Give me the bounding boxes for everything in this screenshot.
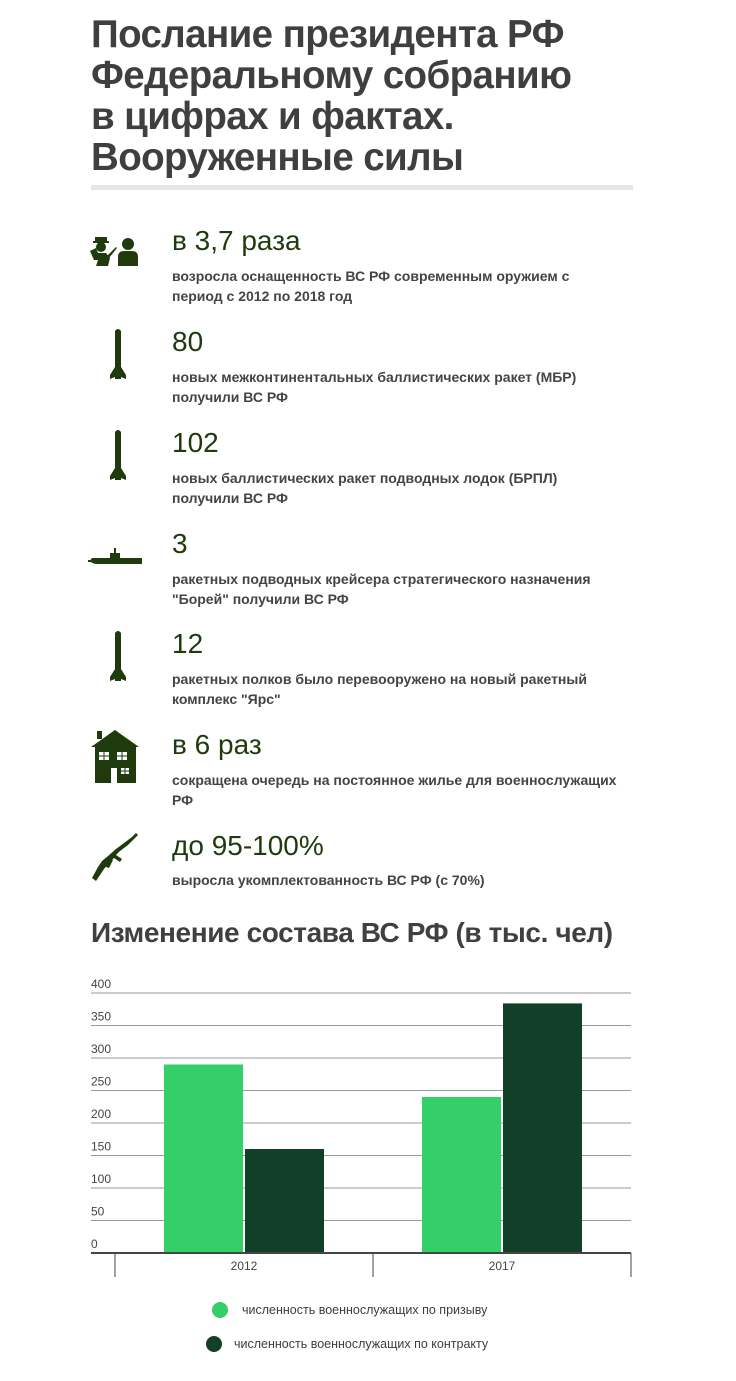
- title-line: в цифрах и фактах.: [91, 95, 454, 138]
- y-tick-label: 300: [91, 1042, 112, 1056]
- fact-description: [172, 367, 642, 407]
- fact-description-line: возросла оснащенность ВС РФ современным оружием с: [172, 268, 570, 284]
- fact-value: в 6 раз: [172, 729, 262, 760]
- fact-description-line: получили ВС РФ: [172, 389, 288, 405]
- fact-description: [172, 870, 642, 890]
- bar-2017-contract: [503, 1003, 582, 1253]
- fact-value: до 95-100%: [172, 830, 324, 861]
- y-tick-label: 50: [91, 1204, 105, 1219]
- fact-value: 102: [172, 427, 219, 458]
- y-tick-label: 350: [91, 1009, 112, 1024]
- fact-value: 12: [172, 628, 204, 659]
- legend-item-contract: [206, 1336, 488, 1352]
- legend-dot-contract: [206, 1336, 222, 1352]
- fact-description: [172, 569, 642, 609]
- missile-icon: [88, 327, 144, 387]
- missile-icon: [88, 629, 144, 689]
- fact-description-line: сокращена очередь на постоянное жилье для военнослужащих: [172, 772, 617, 788]
- fact-description-line: "Борей" получили ВС РФ: [172, 591, 349, 607]
- soldiers-icon: [88, 224, 144, 284]
- legend-item-conscript: [212, 1302, 487, 1318]
- fact-value: в 3,7 раза: [172, 225, 301, 256]
- title-divider: [91, 185, 633, 190]
- x-tick-label: 2017: [488, 1259, 516, 1273]
- fact-description-line: получили ВС РФ: [172, 490, 288, 506]
- bar-2012-conscript: [164, 1065, 243, 1254]
- rifle-icon: [88, 829, 144, 889]
- house-icon: [88, 728, 144, 788]
- fact-description: [172, 669, 642, 709]
- chart-title: Изменение состава ВС РФ (в тыс. чел): [91, 917, 613, 948]
- missile-icon: [88, 428, 144, 488]
- legend-label: численность военнослужащих по призыву: [242, 1303, 488, 1317]
- fact-description-line: период с 2012 по 2018 год: [172, 288, 353, 304]
- submarine-icon: [88, 527, 144, 587]
- fact-description: [172, 468, 642, 508]
- x-tick-label: 2012: [230, 1259, 258, 1273]
- title-line: Вооруженные силы: [91, 136, 464, 179]
- page-title: [91, 14, 651, 178]
- bar-2017-conscript: [422, 1097, 501, 1253]
- fact-description-line: РФ: [172, 792, 194, 808]
- y-tick-label: 200: [91, 1107, 112, 1121]
- y-tick-label: 100: [91, 1172, 112, 1186]
- fact-description-line: ракетных полков было перевооружено на новый ракетный: [172, 671, 587, 687]
- fact-description-line: новых межконтинентальных баллистических ракет (МБР): [172, 369, 577, 385]
- title-line: Послание президента РФ: [91, 13, 564, 56]
- fact-description-line: выросла укомплектованность ВС РФ (с 70%): [172, 872, 485, 888]
- y-tick-label: 250: [91, 1074, 112, 1089]
- fact-description-line: новых баллистических ракет подводных лодок (БРПЛ): [172, 470, 558, 486]
- fact-description: [172, 770, 642, 810]
- title-line: Федеральному собранию: [91, 54, 572, 97]
- y-tick-label: 400: [91, 977, 112, 991]
- y-tick-label: 150: [91, 1139, 112, 1154]
- y-tick-label: 0: [91, 1237, 98, 1251]
- fact-description: [172, 266, 642, 306]
- fact-value: 80: [172, 326, 204, 357]
- fact-description-line: комплекс "Ярс": [172, 691, 281, 707]
- bar-2012-contract: [245, 1149, 324, 1253]
- fact-value: 3: [172, 528, 188, 559]
- fact-description-line: ракетных подводных крейсера стратегического назначения: [172, 571, 591, 587]
- legend-dot-conscript: [212, 1302, 228, 1318]
- legend-label: численность военнослужащих по контракту: [234, 1337, 489, 1351]
